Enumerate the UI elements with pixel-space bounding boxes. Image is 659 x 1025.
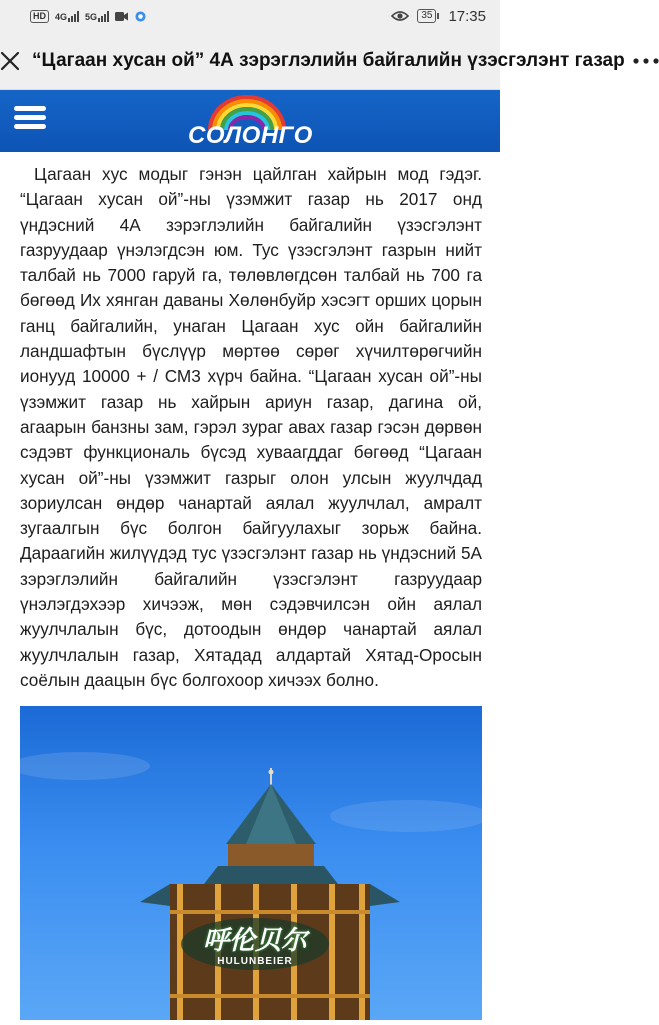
hamburger-menu-button[interactable]	[14, 106, 46, 136]
app-notification-icon	[134, 11, 147, 22]
network-1-label: 4G	[55, 11, 68, 22]
signal-5g-icon	[85, 11, 109, 22]
article-photo[interactable]	[20, 706, 482, 1020]
page-title: “Цагаан хусан ой” 4А зэрэглэлийн байгалийн үзэсгэлэнт газар	[32, 49, 625, 71]
close-icon	[0, 51, 20, 71]
site-header	[0, 90, 500, 152]
hd-icon: HD	[30, 10, 49, 23]
site-logo-text: СОЛОНГО	[188, 122, 313, 149]
clock: 17:35	[448, 7, 486, 25]
article-paragraph: Цагаан хус модыг гэнэн цайлган хайрын мод гэдэг. “Цагаан хусан ой”-ны үзэмжит газар нь 2017 онд үндэсний 4А зэрэглэлийн байгалийн үзэсгэлэнт газруудаар үнэлэгдсэн юм. Тус үзэсгэлэнт газрын нийт талбай нь 7000 гаруй га, төлөвлөгдсөн талбай нь 700 га бөгөөд Их хянган даваны Хөлөнбуйр хэсэгт орших цорын ганц байгалийн, унаган Цагаан хус ойн байгалийн ландшафтын бүслүүр мөртөө сөрөг хүчилтөрөгчийн ионууд 10000 + / СМ3 хүрч байна. “Цагаан хусан ой”-ны үзэмжит газар нь хайрын ариун газар, дагина ой, агаарын банзны зам, гэрэл зураг авах газар гэсэн дөрвөн сэдэвт функциональ бүсэд хуваагддаг бөгөөд “Цагаан хусан ой”-ны үзэмжит газрыг олон улсын жуулчдад зориулсан өндөр чанартай аялал жуулчлал, амралт зугаалгын бүс болгон байгуулахыг зорьж байна. Дараагийн жилүүдэд тус үзэсгэлэнт газар нь үндэсний 5А зэрэглэлийн байгалийн үзэсгэлэнт газруудаар үнэлэгдэхээр хичээж, мөн сэдэвчилсэн ойн аялал жуулчлалын бүс, дотоодын өндөр чанартай аялал жуулчлалын газар, Хятадад алдартай Хятад-Оросын соёлын даацын бүс болгохоор хичээх болно.	[20, 164, 482, 690]
status-bar-right	[391, 8, 486, 25]
status-bar-left	[30, 10, 391, 23]
eye-icon	[391, 10, 409, 22]
video-icon	[115, 11, 128, 22]
close-button[interactable]	[0, 32, 20, 90]
battery-icon: 35	[417, 9, 436, 23]
more-dots-icon	[633, 58, 659, 64]
photo-sign-text: 呼伦贝尔	[202, 926, 307, 956]
site-logo[interactable]	[188, 92, 313, 150]
network-2-label: 5G	[85, 11, 98, 22]
more-options-button[interactable]	[633, 32, 659, 90]
status-bar	[0, 0, 500, 32]
photo-sign-subtext: HULUNBEIER	[217, 956, 293, 967]
hamburger-menu-icon	[14, 106, 46, 129]
app-title-bar	[0, 32, 625, 90]
tower-photo-illustration	[20, 706, 482, 1020]
signal-4g-icon	[55, 11, 79, 22]
